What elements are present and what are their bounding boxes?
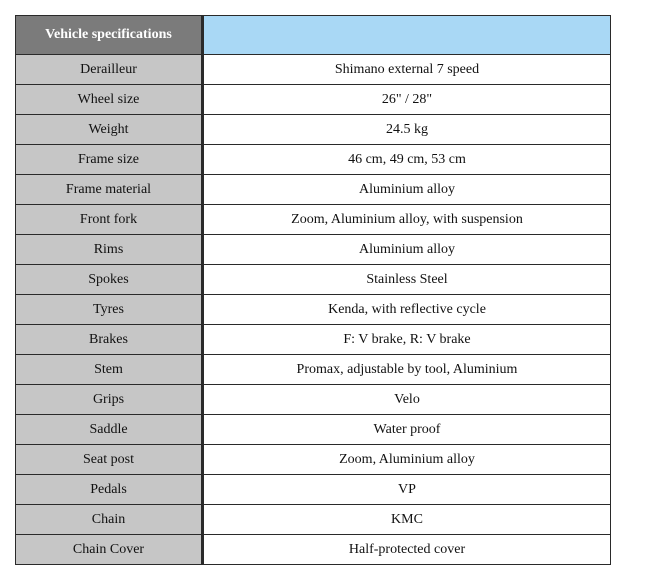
spec-label-cell: Spokes <box>16 265 203 295</box>
spec-label-cell: Stem <box>16 355 203 385</box>
table-row <box>16 55 611 85</box>
spec-label-cell: Saddle <box>16 415 203 445</box>
table-row <box>16 445 611 475</box>
table-row <box>16 205 611 235</box>
spec-value-cell: Kenda, with reflective cycle <box>203 295 611 325</box>
spec-label-cell: Rims <box>16 235 203 265</box>
spec-label-cell: Frame material <box>16 175 203 205</box>
table-row <box>16 115 611 145</box>
spec-value-cell: Half-protected cover <box>203 535 611 565</box>
spec-value-cell: KMC <box>203 505 611 535</box>
spec-value-cell: Zoom, Aluminium alloy <box>203 445 611 475</box>
spec-value-cell: VP <box>203 475 611 505</box>
spec-label-cell: Brakes <box>16 325 203 355</box>
spec-label-cell: Weight <box>16 115 203 145</box>
spec-label-cell: Derailleur <box>16 55 203 85</box>
table-row <box>16 85 611 115</box>
spec-label-cell: Chain <box>16 505 203 535</box>
spec-value-cell: Aluminium alloy <box>203 235 611 265</box>
table-row <box>16 265 611 295</box>
spec-value-cell: 46 cm, 49 cm, 53 cm <box>203 145 611 175</box>
spec-value-cell: 26" / 28" <box>203 85 611 115</box>
table-row <box>16 175 611 205</box>
spec-table-body <box>16 16 611 565</box>
spec-label-cell: Wheel size <box>16 85 203 115</box>
spec-value-cell: Aluminium alloy <box>203 175 611 205</box>
table-row <box>16 325 611 355</box>
spec-label-cell: Seat post <box>16 445 203 475</box>
spec-value-cell: Velo <box>203 385 611 415</box>
spec-label-cell: Front fork <box>16 205 203 235</box>
spec-label-cell: Grips <box>16 385 203 415</box>
table-row <box>16 295 611 325</box>
table-row <box>16 415 611 445</box>
table-row <box>16 355 611 385</box>
vehicle-specifications-table <box>15 15 611 565</box>
table-header-row <box>16 16 611 55</box>
spec-value-cell: Stainless Steel <box>203 265 611 295</box>
spec-value-cell: Shimano external 7 speed <box>203 55 611 85</box>
table-row <box>16 505 611 535</box>
table-row <box>16 385 611 415</box>
spec-value-cell: Water proof <box>203 415 611 445</box>
spec-label-cell: Pedals <box>16 475 203 505</box>
spec-value-cell: Zoom, Aluminium alloy, with suspension <box>203 205 611 235</box>
table-row <box>16 145 611 175</box>
table-row <box>16 535 611 565</box>
spec-label-cell: Frame size <box>16 145 203 175</box>
header-label-cell: Vehicle specifications <box>16 16 203 55</box>
spec-value-cell: F: V brake, R: V brake <box>203 325 611 355</box>
spec-value-cell: 24.5 kg <box>203 115 611 145</box>
table-row <box>16 475 611 505</box>
table-row <box>16 235 611 265</box>
spec-value-cell: Promax, adjustable by tool, Aluminium <box>203 355 611 385</box>
header-value-cell <box>203 16 611 55</box>
spec-label-cell: Tyres <box>16 295 203 325</box>
spec-label-cell: Chain Cover <box>16 535 203 565</box>
